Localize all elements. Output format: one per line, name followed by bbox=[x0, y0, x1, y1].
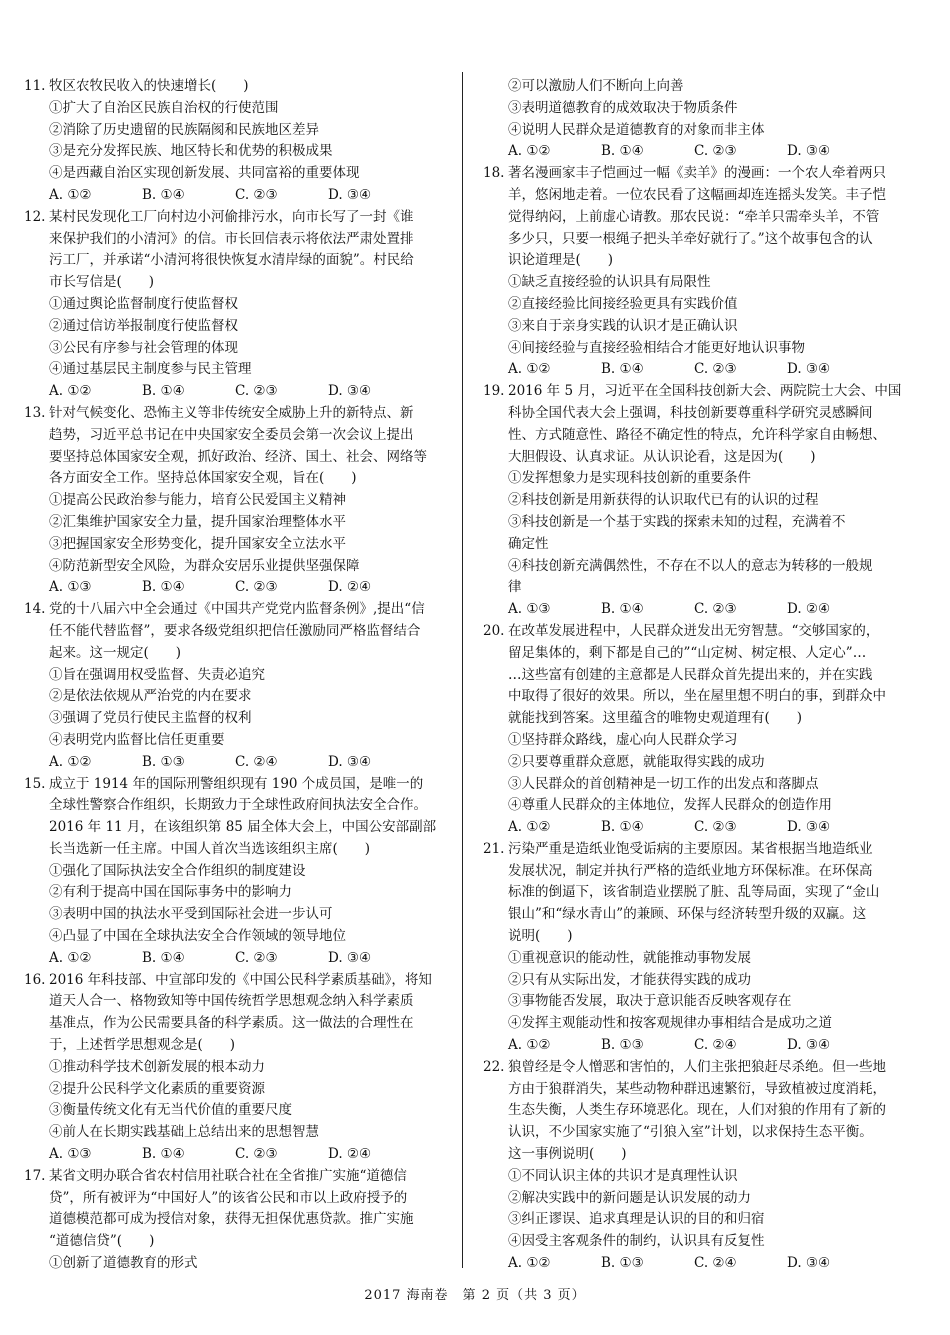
answer-choice: B. ①④ bbox=[142, 579, 185, 596]
question-block bbox=[24, 76, 444, 207]
question-stem-line: 说明( ) bbox=[508, 928, 573, 945]
answer-choice: D. ②④ bbox=[328, 579, 372, 596]
question-block bbox=[483, 76, 908, 163]
option-line: ④说明人民群众是道德教育的对象而非主体 bbox=[508, 121, 765, 138]
option-line: ①重视意识的能动性，就能推动事物发展 bbox=[508, 949, 751, 966]
answer-choice: B. ①④ bbox=[142, 1146, 185, 1163]
option-line: ④科技创新充满偶然性，不存在不以人的意志为转移的一般规 bbox=[508, 557, 873, 574]
option-line: ①推动科学技术创新发展的根本动力 bbox=[49, 1058, 265, 1075]
question-number: 15. bbox=[24, 775, 46, 792]
question-stem-line: 各方面安全工作。坚持总体国家安全观，旨在( ) bbox=[49, 470, 357, 487]
question-block bbox=[483, 839, 908, 1057]
question-stem-line: 发展状况，制定并执行严格的造纸业地方环保标准。在环保高 bbox=[508, 862, 873, 879]
answer-choice: C. ②③ bbox=[235, 949, 278, 966]
question-stem-line bbox=[24, 76, 444, 98]
question-stem-line: 羊，悠闲地走着。一位农民看了这幅画却连连摇头发笑。丰子恺 bbox=[508, 186, 886, 203]
option-line: 确定性 bbox=[508, 535, 549, 552]
question-stem-line: 识论道理是( ) bbox=[508, 252, 614, 269]
answer-choice: A. ①③ bbox=[49, 1146, 92, 1163]
answer-choices bbox=[24, 577, 444, 599]
option-line: ②有利于提高中国在国际事务中的影响力 bbox=[49, 884, 292, 901]
answer-choice: D. ③④ bbox=[787, 819, 831, 836]
question-stem-text: 党的十八届六中全会通过《中国共产党党内监督条例》,提出“信 bbox=[49, 601, 425, 618]
answer-choice: B. ①④ bbox=[601, 143, 644, 160]
question-stem-line: 基准点，作为公民需要具备的科学素质。这一做法的合理性在 bbox=[49, 1015, 414, 1032]
option-line: ①通过舆论监督制度行使监督权 bbox=[49, 295, 238, 312]
answer-choice: A. ①② bbox=[508, 1255, 551, 1272]
question-number: 16. bbox=[24, 971, 46, 988]
question-block bbox=[483, 163, 908, 381]
question-stem-text: 2016 年科技部、中宣部印发的《中国公民科学素质基础》，将知 bbox=[49, 971, 432, 988]
answer-choice: A. ①② bbox=[508, 1037, 551, 1054]
question-stem-line: “道德信贷”( ) bbox=[49, 1233, 155, 1250]
answer-choice: C. ②③ bbox=[235, 186, 278, 203]
question-stem-line bbox=[24, 403, 444, 425]
option-line: ②解决实践中的新问题是认识发展的动力 bbox=[508, 1189, 751, 1206]
question-stem-text: 某村民发现化工厂向村边小河偷排污水，向市长写了一封《谁 bbox=[49, 208, 414, 225]
question-number: 22. bbox=[483, 1058, 505, 1075]
answer-choices bbox=[24, 381, 444, 403]
answer-choice: B. ①③ bbox=[142, 753, 185, 770]
answer-choice: A. ①② bbox=[49, 949, 92, 966]
option-line: ②只有从实际出发，才能获得实践的成功 bbox=[508, 971, 751, 988]
question-stem-line bbox=[24, 599, 444, 621]
question-stem-line: 大胆假设、认真求证。从认识论看，这是因为( ) bbox=[508, 448, 816, 465]
answer-choice: A. ①② bbox=[508, 143, 551, 160]
question-stem-line: 2016 年 11 月，在该组织第 85 届全体大会上，中国公安部副部 bbox=[49, 819, 437, 836]
question-number: 17. bbox=[24, 1167, 46, 1184]
answer-choice: D. ③④ bbox=[787, 1037, 831, 1054]
option-line: ④发挥主观能动性和按客观规律办事相结合是成功之道 bbox=[508, 1015, 832, 1032]
option-line: ①强化了国际执法安全合作组织的制度建设 bbox=[49, 862, 306, 879]
question-stem-line: 长当选新一任主席。中国人首次当选该组织主席( ) bbox=[49, 840, 371, 857]
question-number: 13. bbox=[24, 404, 46, 421]
answer-choice: D. ②④ bbox=[328, 1146, 372, 1163]
answer-choice: B. ①③ bbox=[601, 1255, 644, 1272]
answer-choice: C. ②③ bbox=[694, 143, 737, 160]
question-stem-line: 科协全国代表大会上强调，科技创新要尊重科学研究灵感瞬间 bbox=[508, 404, 873, 421]
question-stem-line: 趋势，习近平总书记在中央国家安全委员会第一次会议上提出 bbox=[49, 426, 414, 443]
question-block bbox=[24, 1166, 444, 1275]
option-line: ①缺乏直接经验的认识具有局限性 bbox=[508, 274, 711, 291]
answer-choice: D. ③④ bbox=[328, 949, 372, 966]
left-column bbox=[24, 76, 444, 1275]
option-line: ③表明道德教育的成效取决于物质条件 bbox=[508, 99, 738, 116]
option-line: ④是西藏自治区实现创新发展、共同富裕的重要体现 bbox=[49, 165, 360, 182]
option-line: ②直接经验比间接经验更具有实践价值 bbox=[508, 295, 738, 312]
option-line: ②汇集维护国家安全力量，提升国家治理整体水平 bbox=[49, 513, 346, 530]
answer-choice: B. ①④ bbox=[601, 819, 644, 836]
option-line: ②消除了历史遗留的民族隔阂和民族地区差异 bbox=[49, 121, 319, 138]
question-stem-line: 标准的倒逼下，该省制造业摆脱了脏、乱等局面，实现了“金山 bbox=[508, 884, 880, 901]
answer-choices bbox=[483, 359, 908, 381]
option-line: ③把握国家安全形势变化，提升国家安全立法水平 bbox=[49, 535, 346, 552]
answer-choice: C. ②③ bbox=[235, 579, 278, 596]
answer-choice: A. ①② bbox=[508, 819, 551, 836]
answer-choice: B. ①④ bbox=[601, 361, 644, 378]
option-line: ④尊重人民群众的主体地位，发挥人民群众的创造作用 bbox=[508, 797, 832, 814]
question-stem-line: 多少只，只要一根绳子把头羊牵好就行了。”这个故事包含的认 bbox=[508, 230, 873, 247]
option-line: ③事物能否发展，取决于意识能否反映客观存在 bbox=[508, 993, 792, 1010]
question-stem-line: 全球性警察合作组织，长期致力于全球性政府间执法安全合作。 bbox=[49, 797, 427, 814]
option-line: ①旨在强调用权受监督、失责必追究 bbox=[49, 666, 265, 683]
question-stem-text: 污染严重是造纸业饱受诟病的主要原因。某省根据当地造纸业 bbox=[508, 840, 873, 857]
question-stem-line bbox=[483, 381, 908, 403]
question-stem-text: 针对气候变化、恐怖主义等非传统安全威胁上升的新特点、新 bbox=[49, 404, 414, 421]
question-stem-line: 银山”和“绿水青山”的兼顾、环保与经济转型升级的双赢。这 bbox=[508, 906, 867, 923]
question-stem-line: 道德模范都可成为授信对象，获得无担保优惠贷款。推广实施 bbox=[49, 1211, 414, 1228]
question-stem-line bbox=[24, 774, 444, 796]
answer-choice: C. ②③ bbox=[694, 361, 737, 378]
question-stem-line bbox=[483, 621, 908, 643]
question-stem-text: 著名漫画家丰子恺画过一幅《卖羊》的漫画：一个农人牵着两只 bbox=[508, 165, 886, 182]
answer-choices bbox=[24, 1144, 444, 1166]
question-stem-line: 中取得了很好的效果。所以，坐在屋里想不明白的事，到群众中 bbox=[508, 688, 886, 705]
answer-choice: C. ②④ bbox=[235, 753, 278, 770]
option-line: ③是充分发挥民族、地区特长和优势的积极成果 bbox=[49, 143, 333, 160]
question-stem-line: 任不能代替监督”，要求各级党组织把信任激励同严格监督结合 bbox=[49, 622, 421, 639]
answer-choice: A. ①② bbox=[49, 186, 92, 203]
question-number: 21. bbox=[483, 840, 505, 857]
answer-choice: A. ①② bbox=[49, 383, 92, 400]
answer-choice: B. ①④ bbox=[142, 186, 185, 203]
question-number: 11. bbox=[24, 78, 46, 94]
answer-choices bbox=[483, 599, 908, 621]
option-line: ③纠正谬误、追求真理是认识的目的和归宿 bbox=[508, 1211, 765, 1228]
answer-choices bbox=[483, 1035, 908, 1057]
option-line: ①创新了道德教育的形式 bbox=[49, 1255, 198, 1272]
option-line: ③科技创新是一个基于实践的探索未知的过程，充满着不 bbox=[508, 513, 846, 530]
question-stem-line bbox=[24, 970, 444, 992]
answer-choice: A. ①③ bbox=[49, 579, 92, 596]
option-line: ②是依法依规从严治党的内在要求 bbox=[49, 688, 252, 705]
answer-choice: B. ①④ bbox=[142, 383, 185, 400]
answer-choice: D. ③④ bbox=[787, 1255, 831, 1272]
option-line: ③强调了党员行使民主监督的权利 bbox=[49, 710, 252, 727]
answer-choice: A. ①③ bbox=[508, 601, 551, 618]
question-stem-text: 牧区农牧民收入的快速增长( ) bbox=[49, 78, 249, 94]
option-line: ①不同认识主体的共识才是真理性认识 bbox=[508, 1167, 738, 1184]
question-stem-text: 某省文明办联合省农村信用社联合社在全省推广实施“道德信 bbox=[49, 1167, 407, 1184]
question-block bbox=[24, 970, 444, 1166]
question-stem-text: 2016 年 5 月，习近平在全国科技创新大会、两院院士大会、中国 bbox=[508, 383, 902, 400]
answer-choice: B. ①④ bbox=[142, 949, 185, 966]
option-line: ①坚持群众路线，虚心向人民群众学习 bbox=[508, 731, 738, 748]
question-stem-line: 起来。这一规定( ) bbox=[49, 644, 182, 661]
question-stem-line: 留足集体的，剩下都是自己的”“山定树、树定根、人定心”… bbox=[508, 644, 867, 661]
answer-choice: D. ②④ bbox=[787, 601, 831, 618]
right-column bbox=[483, 76, 908, 1275]
answer-choice: C. ②③ bbox=[694, 819, 737, 836]
question-stem-line bbox=[483, 1057, 908, 1079]
column-divider bbox=[462, 72, 463, 1268]
question-stem-line: 污工厂，并承诺“小清河将很快恢复水清岸绿的面貌”。村民给 bbox=[49, 252, 414, 269]
option-line: ③衡量传统文化有无当代价值的重要尺度 bbox=[49, 1102, 292, 1119]
answer-choice: C. ②③ bbox=[235, 383, 278, 400]
question-block bbox=[483, 1057, 908, 1275]
question-stem-line: 来保护我们的小清河》的信。市长回信表示将依法严肃处置排 bbox=[49, 230, 414, 247]
answer-choices bbox=[24, 948, 444, 970]
answer-choice: D. ③④ bbox=[328, 383, 372, 400]
option-line: ①发挥想象力是实现科技创新的重要条件 bbox=[508, 470, 751, 487]
answer-choice: A. ①② bbox=[508, 361, 551, 378]
option-line: ④前人在长期实践基础上总结出来的思想智慧 bbox=[49, 1124, 319, 1141]
question-number: 14. bbox=[24, 601, 46, 618]
question-stem-line: 市长写信是( ) bbox=[49, 274, 155, 291]
answer-choices bbox=[483, 817, 908, 839]
option-line: ①扩大了自治区民族自治权的行使范围 bbox=[49, 99, 279, 116]
option-line: ③人民群众的首创精神是一切工作的出发点和落脚点 bbox=[508, 775, 819, 792]
question-number: 18. bbox=[483, 165, 505, 182]
answer-choice: D. ③④ bbox=[787, 143, 831, 160]
answer-choice: C. ②④ bbox=[694, 1037, 737, 1054]
option-line: ④防范新型安全风险，为群众安居乐业提供坚强保障 bbox=[49, 557, 360, 574]
question-number: 19. bbox=[483, 383, 505, 400]
question-stem-line: 就能找到答案。这里蕴含的唯物史观道理有( ) bbox=[508, 710, 803, 727]
question-block bbox=[483, 621, 908, 839]
question-stem-line: 方由于狼群消失，某些动物种群迅速繁衍，导致植被过度消耗， bbox=[508, 1080, 886, 1097]
answer-choice: D. ③④ bbox=[328, 753, 372, 770]
option-line: ③来自于亲身实践的认识才是正确认识 bbox=[508, 317, 738, 334]
answer-choice: C. ②③ bbox=[235, 1146, 278, 1163]
question-stem-line: 要坚持总体国家安全观，抓好政治、经济、国土、社会、网络等 bbox=[49, 448, 427, 465]
question-block bbox=[24, 599, 444, 773]
answer-choices bbox=[24, 752, 444, 774]
question-stem-line bbox=[24, 1166, 444, 1188]
question-number: 12. bbox=[24, 208, 46, 225]
question-stem-line bbox=[483, 839, 908, 861]
question-stem-text: 狼曾经是令人憎恶和害怕的，人们主张把狼赶尽杀绝。但一些地 bbox=[508, 1058, 886, 1075]
option-line: ①提高公民政治参与能力，培育公民爱国主义精神 bbox=[49, 492, 346, 509]
option-line: ③公民有序参与社会管理的体现 bbox=[49, 339, 238, 356]
answer-choice: C. ②③ bbox=[694, 601, 737, 618]
option-line: ②科技创新是用新获得的认识取代已有的认识的过程 bbox=[508, 492, 819, 509]
answer-choice: A. ①② bbox=[49, 753, 92, 770]
option-line: 律 bbox=[508, 579, 522, 596]
question-stem-line: 觉得纳闷，上前虚心请教。那农民说：“牵羊只需牵头羊，不管 bbox=[508, 208, 880, 225]
option-line: ④间接经验与直接经验相结合才能更好地认识事物 bbox=[508, 339, 805, 356]
option-line: ②提升公民科学文化素质的重要资源 bbox=[49, 1080, 265, 1097]
question-block bbox=[24, 207, 444, 403]
answer-choice: C. ②④ bbox=[694, 1255, 737, 1272]
question-stem-line: 这一事例说明( ) bbox=[508, 1146, 627, 1163]
question-stem-line: 生态失衡，人类生存环境恶化。现在，人们对狼的作用有了新的 bbox=[508, 1102, 886, 1119]
question-stem-line: 道天人合一、格物致知等中国传统哲学思想观念纳入科学素质 bbox=[49, 993, 414, 1010]
option-line: ②可以激励人们不断向上向善 bbox=[508, 78, 684, 94]
question-stem-line: 性、方式随意性、路径不确定性的特点，允许科学家自由畅想、 bbox=[508, 426, 886, 443]
question-stem-line bbox=[483, 163, 908, 185]
option-line: ④表明党内监督比信任更重要 bbox=[49, 731, 225, 748]
question-number: 20. bbox=[483, 622, 505, 639]
question-block bbox=[24, 403, 444, 599]
answer-choice: B. ①④ bbox=[601, 601, 644, 618]
option-line: ④凸显了中国在全球执法安全合作领域的领导地位 bbox=[49, 928, 346, 945]
question-stem-text: 成立于 1914 年的国际刑警组织现有 190 个成员国，是唯一的 bbox=[49, 775, 424, 792]
answer-choice: D. ③④ bbox=[787, 361, 831, 378]
answer-choices bbox=[24, 185, 444, 207]
option-line: ②只要尊重群众意愿，就能取得实践的成功 bbox=[508, 753, 765, 770]
answer-choice: B. ①③ bbox=[601, 1037, 644, 1054]
option-line: ④因受主客观条件的制约，认识具有反复性 bbox=[508, 1233, 765, 1250]
option-line: ③表明中国的执法水平受到国际社会进一步认可 bbox=[49, 906, 333, 923]
option-line: ②通过信访举报制度行使监督权 bbox=[49, 317, 238, 334]
page-footer: 2017 海南卷 第 2 页（共 3 页） bbox=[364, 1288, 586, 1303]
question-stem-text: 在改革发展进程中，人民群众迸发出无穷智慧。“交够国家的， bbox=[508, 622, 880, 639]
question-block bbox=[483, 381, 908, 621]
answer-choice: D. ③④ bbox=[328, 186, 372, 203]
question-stem-line: 认识，不少国家实施了“引狼入室”计划，以求保持生态平衡。 bbox=[508, 1124, 873, 1141]
question-stem-line: 于，上述哲学思想观念是( ) bbox=[49, 1037, 236, 1054]
question-block bbox=[24, 774, 444, 970]
answer-choices bbox=[483, 141, 908, 163]
question-stem-line bbox=[24, 207, 444, 229]
option-line: ④通过基层民主制度参与民主管理 bbox=[49, 361, 252, 378]
question-stem-line: …这些富有创建的主意都是人民群众首先提出来的，并在实践 bbox=[508, 666, 873, 683]
question-stem-line: 贷”，所有被评为“中国好人”的该省公民和市以上政府授予的 bbox=[49, 1189, 408, 1206]
answer-choices bbox=[483, 1253, 908, 1275]
